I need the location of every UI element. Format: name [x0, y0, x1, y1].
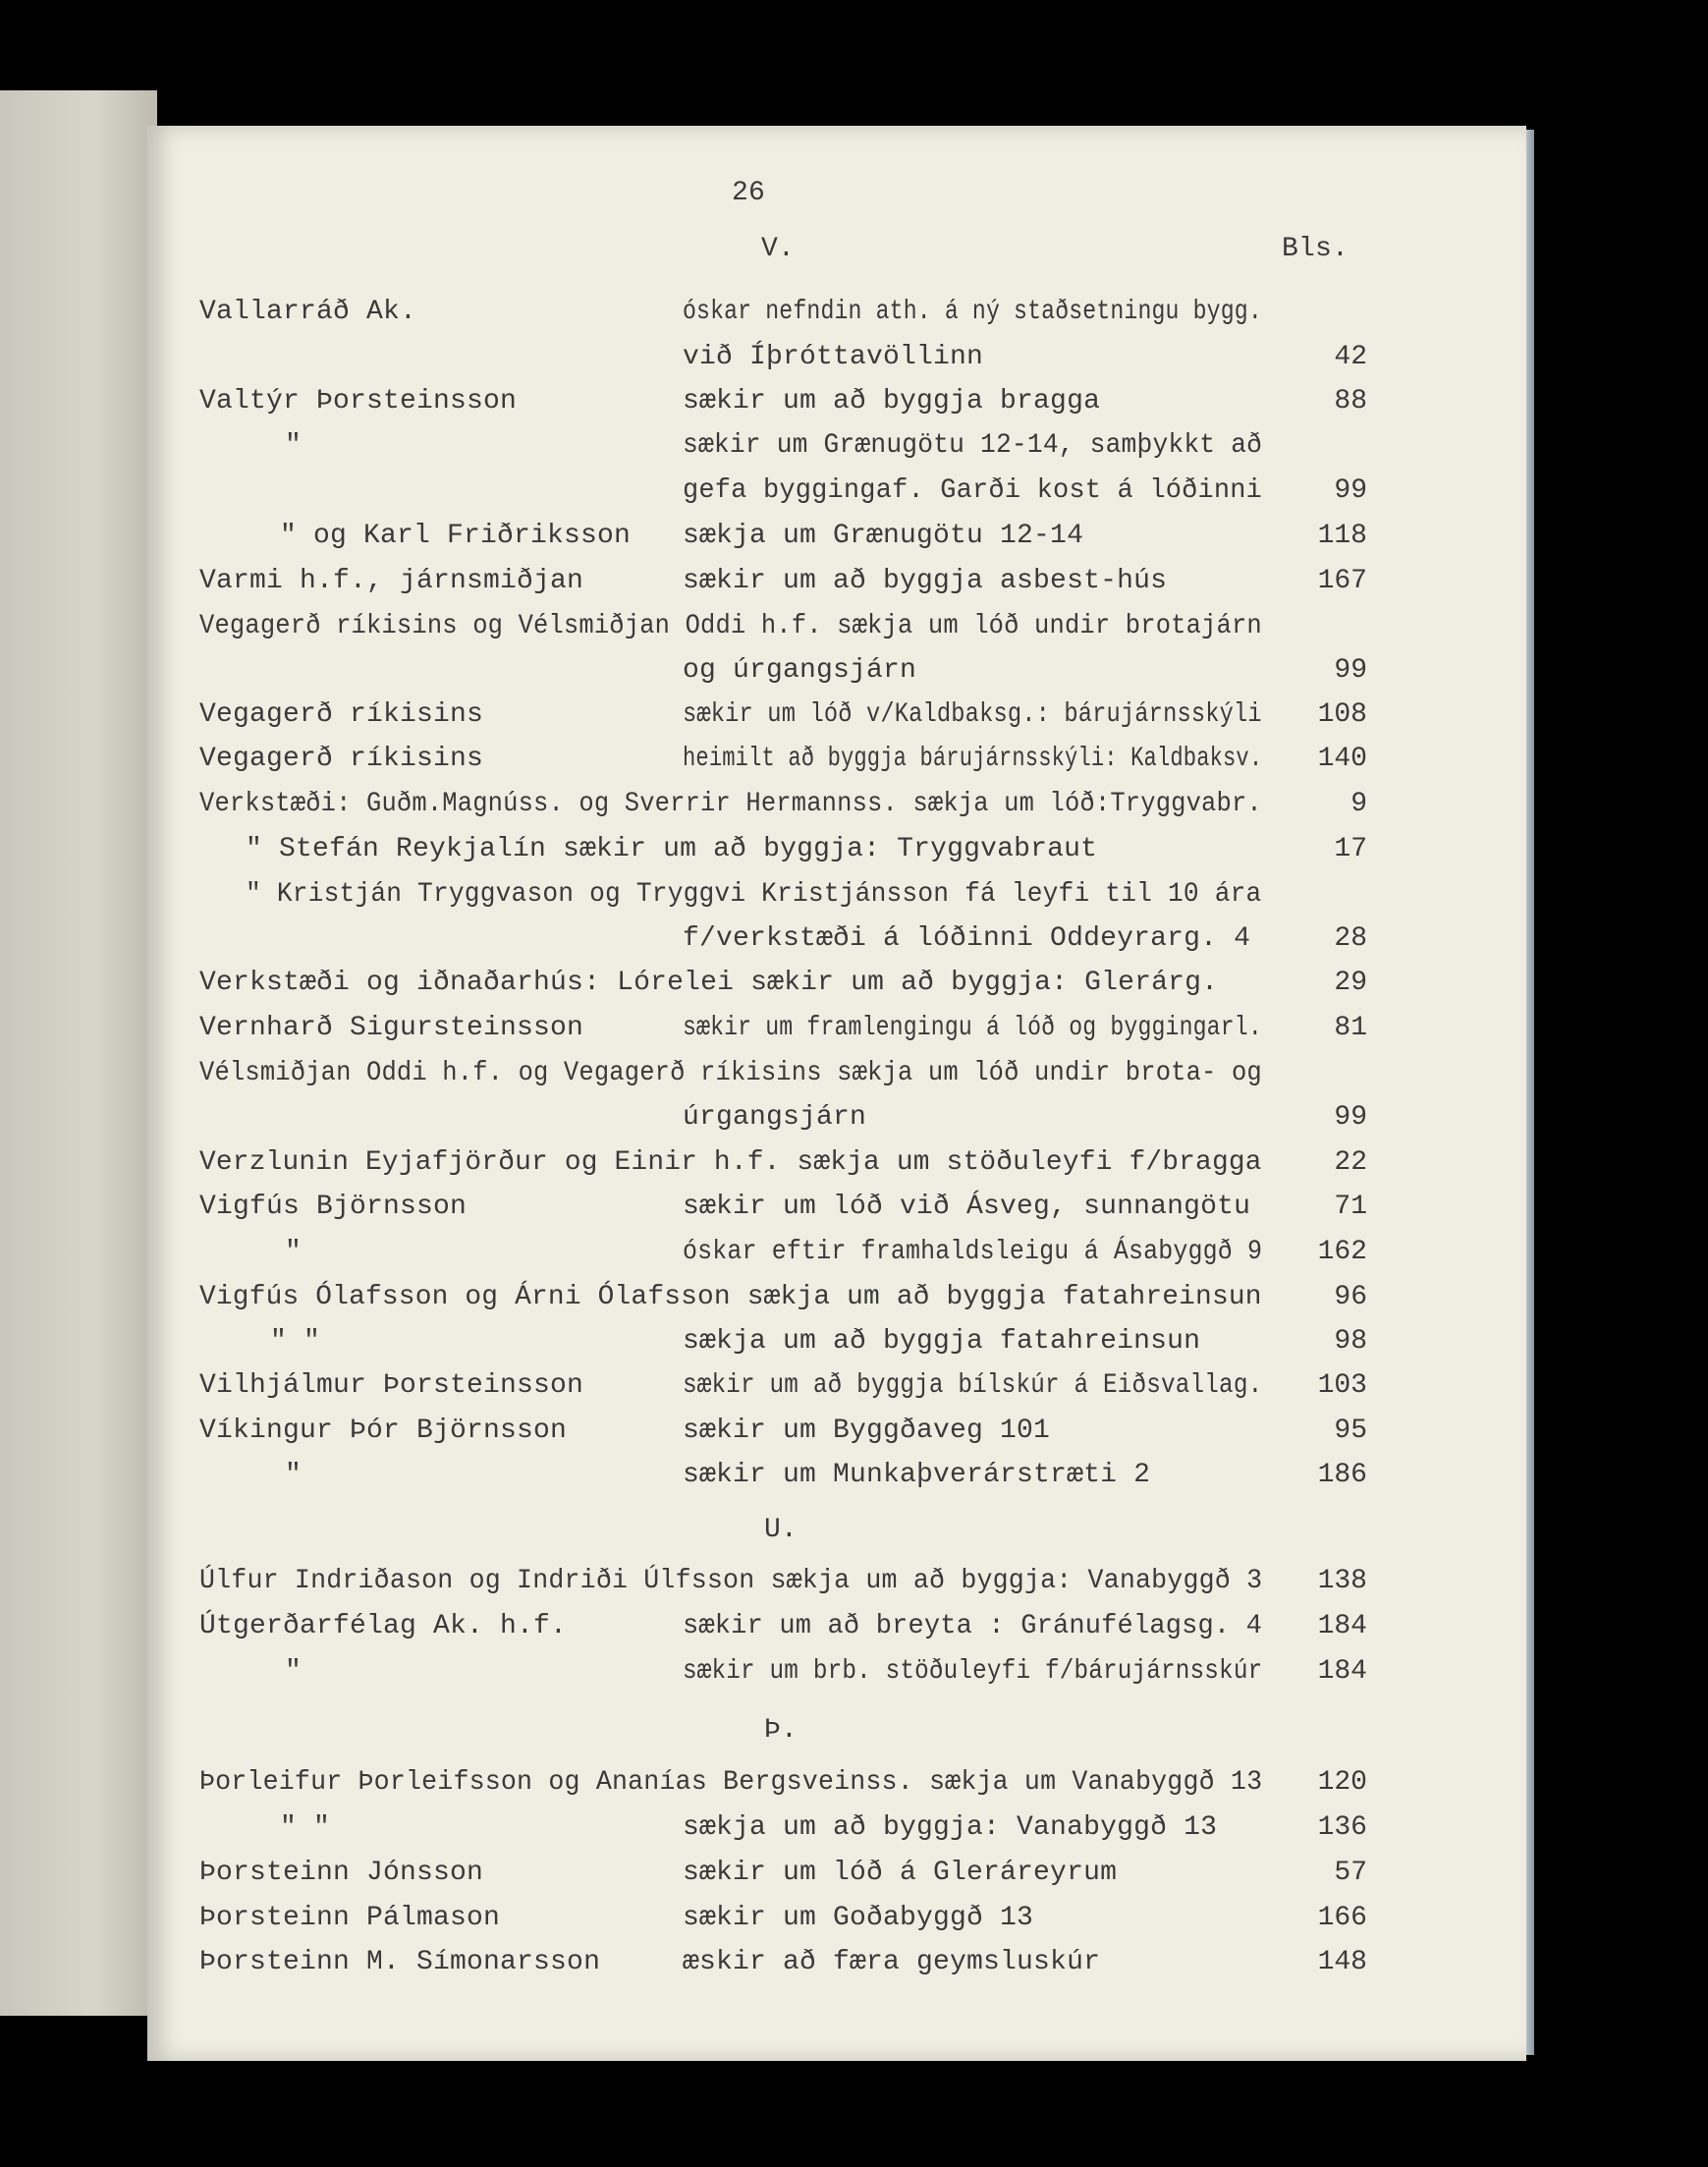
entry-page-number: 88	[1334, 386, 1367, 417]
entry-page-number: 103	[1317, 1370, 1367, 1401]
entry-name: Vegagerð ríkisins	[199, 699, 484, 730]
entry-page-number: 148	[1317, 1947, 1367, 1977]
entry-description: sækja um Grænugötu 12-14	[683, 521, 1084, 551]
entry-page-number: 166	[1317, 1903, 1367, 1933]
entry-name: Víkingur Þór Björnsson	[199, 1416, 568, 1446]
entry-description: óskar nefndin ath. á ný staðsetningu bygg.	[683, 297, 1262, 327]
entry-page-number: 118	[1317, 521, 1367, 551]
entry-name: Vallarráð Ak.	[199, 297, 417, 327]
entry-page-number: 120	[1317, 1767, 1367, 1798]
entry-page-number: 167	[1317, 566, 1367, 596]
entry-page-number: 186	[1317, 1460, 1367, 1490]
entry-description: sækir um að breyta : Gránufélagsg. 4	[683, 1611, 1263, 1641]
entry-description: sækir um brb. stöðuleyfi f/bárujárnsskúr	[683, 1656, 1263, 1687]
section-heading-th: Þ.	[764, 1715, 799, 1746]
entry-page-number: 99	[1334, 475, 1367, 506]
entry-name: " "	[280, 1812, 331, 1843]
entry-description: sækja um að byggja fatahreinsun	[683, 1326, 1201, 1357]
entry-page-number: 140	[1317, 744, 1367, 774]
entry-page-number: 184	[1317, 1656, 1367, 1687]
entry-name: Verkstæði: Guðm.Magnúss. og Sverrir Hermannss. sækja um lóð:Tryggvabr.	[199, 789, 1262, 819]
entry-page-number: 57	[1334, 1858, 1367, 1888]
entry-name: Vélsmiðjan Oddi h.f. og Vegagerð ríkisins sækja um lóð undir brota- og	[199, 1058, 1262, 1088]
entry-name: Vegagerð ríkisins og Vélsmiðjan Oddi h.f. sækja um lóð undir brotajárn	[199, 611, 1262, 641]
entry-page-number: 95	[1334, 1416, 1367, 1446]
page-edge	[1526, 130, 1534, 2055]
entry-name: " Stefán Reykjalín sækir um að byggja: Tryggvabraut	[246, 834, 1098, 864]
entry-name: Vernharð Sigursteinsson	[199, 1013, 584, 1043]
entry-description: sækir um að byggja bragga	[683, 386, 1101, 417]
entry-name: Þorsteinn Jónsson	[199, 1858, 484, 1888]
entry-name: Vilhjálmur Þorsteinsson	[199, 1370, 584, 1401]
entry-name: " og Karl Friðriksson	[280, 521, 632, 551]
entry-description: óskar eftir framhaldsleigu á Ásabyggð 9	[683, 1237, 1263, 1267]
entry-description: sækir um Goðabyggð 13	[683, 1903, 1034, 1933]
entry-name: " "	[270, 1326, 321, 1357]
entry-description: úrgangsjárn	[683, 1102, 867, 1133]
entry-description: gefa byggingaf. Garði kost á lóðinni	[683, 475, 1263, 506]
entry-description: sækir um Munkaþverárstræti 2	[683, 1460, 1151, 1490]
entry-name: Þorleifur Þorleifsson og Ananías Bergsveinss. sækja um Vanabyggð 13	[199, 1767, 1263, 1798]
entry-description: og úrgangsjárn	[683, 655, 917, 686]
entry-name: Vigfús Ólafsson og Árni Ólafsson sækja um að byggja fatahreinsun	[199, 1282, 1262, 1312]
entry-name: Útgerðarfélag Ak. h.f.	[199, 1611, 568, 1641]
entry-name: Verkstæði og iðnaðarhús: Lórelei sækir um að byggja: Glerárg.	[199, 968, 1219, 998]
entry-page-number: 184	[1317, 1611, 1367, 1641]
entry-description: sækir um að byggja bílskúr á Eiðsvallag.	[683, 1370, 1263, 1401]
entry-page-number: 98	[1334, 1326, 1367, 1357]
entry-description: sækir um lóð við Ásveg, sunnangötu	[683, 1192, 1251, 1222]
entry-name: Valtýr Þorsteinsson	[199, 386, 518, 417]
page-number: 26	[732, 178, 766, 208]
entry-page-number: 9	[1350, 789, 1367, 819]
entry-description: f/verkstæði á lóðinni Oddeyrarg. 4	[683, 923, 1251, 954]
entry-name: Vigfús Björnsson	[199, 1192, 468, 1222]
section-heading-v: V.	[761, 234, 796, 264]
entry-description: heimilt að byggja bárujárnsskýli: Kaldbaksv.	[683, 744, 1263, 774]
entry-description: sækir um lóð v/Kaldbaksg.: bárujárnsskýli	[683, 699, 1262, 730]
entry-description: við Íþróttavöllinn	[683, 342, 984, 372]
entry-page-number: 22	[1334, 1147, 1367, 1178]
entry-description: sækir um Byggðaveg 101	[683, 1416, 1051, 1446]
entry-description: sækir um Grænugötu 12-14, samþykkt að	[683, 430, 1263, 461]
entry-page-number: 17	[1334, 834, 1367, 864]
entry-name: " Kristján Tryggvason og Tryggvi Kristjánsson fá leyfi til 10 ára	[246, 879, 1262, 910]
entry-name: Þorsteinn M. Símonarsson	[199, 1947, 601, 1977]
entry-name: Varmi h.f., járnsmiðjan	[199, 566, 584, 596]
entry-page-number: 108	[1317, 699, 1367, 730]
entry-page-number: 81	[1334, 1013, 1367, 1043]
entry-page-number: 42	[1334, 342, 1367, 372]
entry-page-number: 99	[1334, 655, 1367, 686]
entry-name: Vegagerð ríkisins	[199, 744, 484, 774]
entry-description: æskir að færa geymsluskúr	[683, 1947, 1101, 1977]
entry-name: "	[285, 1656, 303, 1687]
entry-description: sækir um lóð á Gleráreyrum	[683, 1858, 1118, 1888]
entry-page-number: 29	[1334, 968, 1367, 998]
entry-description: sækir um framlengingu á lóð og byggingarl.	[683, 1013, 1262, 1043]
entry-name: "	[285, 430, 303, 461]
entry-page-number: 162	[1317, 1237, 1367, 1267]
entry-description: sækir um að byggja asbest-hús	[683, 566, 1168, 596]
column-header-page: Bls.	[1282, 234, 1350, 264]
entry-name: Þorsteinn Pálmason	[199, 1903, 501, 1933]
entry-page-number: 96	[1334, 1282, 1367, 1312]
entry-name: "	[285, 1237, 303, 1267]
entry-description: sækja um að byggja: Vanabyggð 13	[683, 1812, 1218, 1843]
entry-name: "	[285, 1460, 303, 1490]
entry-page-number: 136	[1317, 1812, 1367, 1843]
entry-name: Úlfur Indriðason og Indriði Úlfsson sækja um að byggja: Vanabyggð 3	[199, 1566, 1263, 1596]
previous-page-edge	[0, 90, 157, 2016]
entry-page-number: 99	[1334, 1102, 1367, 1133]
entry-page-number: 28	[1334, 923, 1367, 954]
entry-page-number: 138	[1317, 1566, 1367, 1596]
entry-name: Verzlunin Eyjafjörður og Einir h.f. sækja um stöðuleyfi f/bragga	[199, 1147, 1262, 1178]
entry-page-number: 71	[1334, 1192, 1367, 1222]
section-heading-u: U.	[764, 1515, 799, 1545]
